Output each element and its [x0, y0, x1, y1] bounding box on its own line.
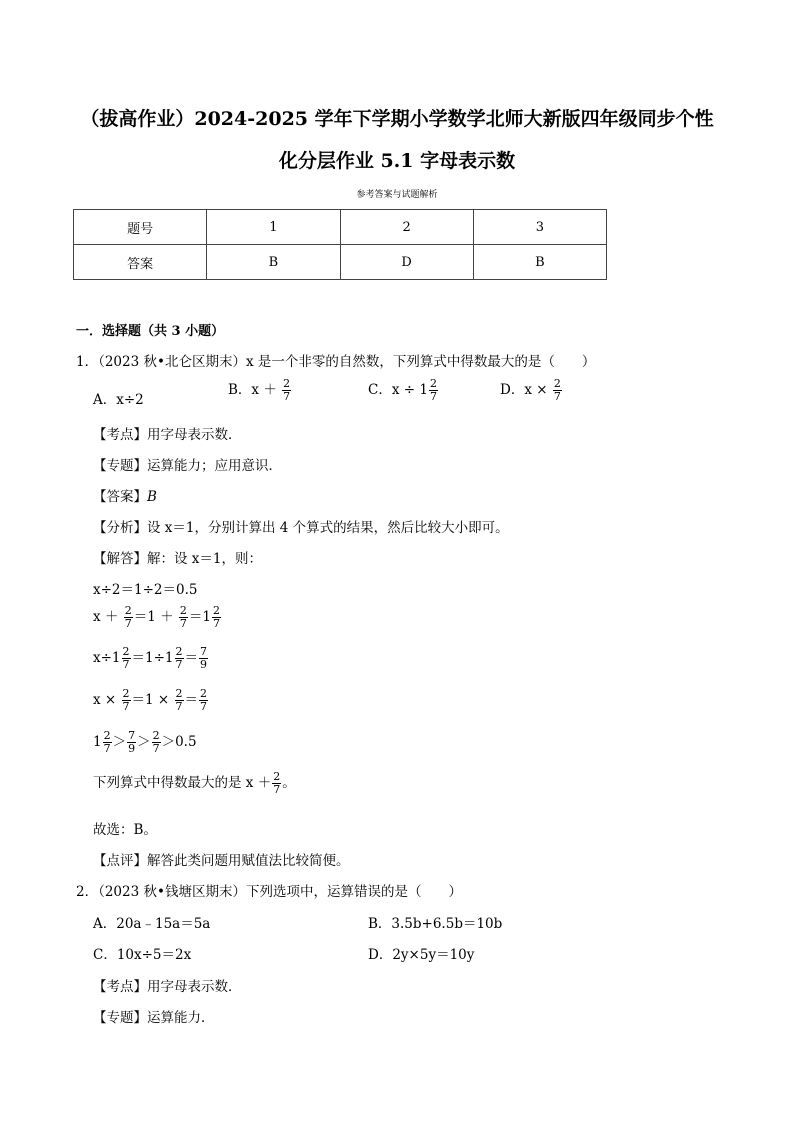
- numerator: 2: [429, 377, 437, 390]
- table-cell: 1: [207, 210, 340, 245]
- title-line-1: （拔高作业）2024-2025 学年下学期小学数学北师大新版四年级同步个性: [80, 108, 714, 130]
- denominator: 7: [283, 390, 291, 403]
- q1-choice: 故选：B。: [93, 822, 157, 838]
- q1-option-c: [368, 378, 439, 403]
- value: 运算能力．: [147, 1010, 215, 1026]
- table-cell: B: [473, 245, 606, 280]
- q1-option-b-prefix: B．x ＋: [228, 382, 277, 398]
- q1-zhuanti: [93, 454, 282, 474]
- table-cell: 题号: [74, 210, 207, 245]
- tag: 【考点】: [93, 427, 147, 443]
- q1-calc-line-3: x÷1 $\frac{2}{7}$ ＝1÷1 $\frac{2}{7}$ ＝ $\frac{7}{9}$: [93, 645, 208, 671]
- q2-option-b: B．3.5b+6.5b＝10b: [368, 916, 503, 932]
- q1-comparison: 1 $\frac{2}{7}$ ＞ $\frac{7}{9}$ ＞ $\frac{2}{7}$ ＞0.5: [93, 729, 197, 755]
- tag: 【考点】: [93, 979, 147, 995]
- tag: 【答案】: [93, 489, 147, 505]
- tag: 【专题】: [93, 1010, 147, 1026]
- fraction: [429, 378, 438, 403]
- value: B: [147, 489, 157, 505]
- value: 设 x＝1，分别计算出 4 个算式的结果，然后比较大小即可。: [147, 520, 509, 536]
- subtitle: 参考答案与试题解析: [356, 190, 438, 200]
- q1-option-a: A．x÷2: [93, 392, 144, 408]
- q1-conclusion: 下列算式中得数最大的是 x ＋ $\frac{2}{7}$ 。: [93, 770, 296, 796]
- q1-daan: [93, 485, 157, 505]
- q1-kaodian: [93, 423, 242, 443]
- q1-option-c-prefix: C．x ÷ 1: [368, 382, 428, 398]
- q1-calc-line-2: x ＋ $\frac{2}{7}$ ＝1 ＋ $\frac{2}{7}$ ＝1 $\frac{2}{7}$: [93, 604, 220, 630]
- q2-zhuanti: [93, 1006, 215, 1026]
- tag: 【点评】: [93, 853, 147, 869]
- tag: 【分析】: [93, 520, 147, 536]
- q1-calc-line-4: x × $\frac{2}{7}$ ＝1 × $\frac{2}{7}$ ＝ $\frac{2}{7}$: [93, 687, 207, 713]
- table-row: [74, 210, 607, 245]
- q1-jieda: [93, 547, 262, 567]
- q2-option-c: C．10x÷5＝2x: [93, 947, 192, 963]
- denominator: 7: [553, 390, 561, 403]
- tag: 【解答】: [93, 551, 147, 567]
- denominator: 7: [429, 390, 437, 403]
- tag: 【专题】: [93, 458, 147, 474]
- section-heading: 一．选择题（共 3 小题）: [76, 324, 225, 339]
- table-row: [74, 245, 607, 280]
- q2-option-a: A．20a﹣15a＝5a: [93, 916, 211, 932]
- q1-stem: 1．（2023 秋•北仑区期末）x 是一个非零的自然数，下列算式中得数最大的是（ ）: [76, 354, 596, 370]
- table-cell: 答案: [74, 245, 207, 280]
- value: 运算能力；应用意识．: [147, 458, 282, 474]
- q1-option-b: [228, 378, 292, 403]
- table-cell: 3: [473, 210, 606, 245]
- q1-dianping: [93, 849, 350, 869]
- q2-stem: 2．（2023 秋•钱塘区期末）下列选项中，运算错误的是（ ）: [76, 884, 462, 900]
- fraction: [282, 378, 291, 403]
- value: 解答此类问题用赋值法比较简便。: [147, 853, 350, 869]
- value: 用字母表示数．: [147, 427, 242, 443]
- q2-option-d: D．2y×5y＝10y: [368, 947, 475, 963]
- numerator: 2: [283, 377, 291, 390]
- numerator: 2: [553, 377, 561, 390]
- q1-option-d: [500, 378, 563, 403]
- q1-fenxi: [93, 516, 509, 536]
- table-cell: D: [340, 245, 473, 280]
- fraction: [553, 378, 562, 403]
- title-line-2: 化分层作业 5.1 字母表示数: [278, 150, 516, 172]
- table-cell: B: [207, 245, 340, 280]
- q1-option-d-prefix: D．x ×: [500, 382, 548, 398]
- q1-calc-line-1: x÷2＝1÷2＝0.5: [93, 582, 198, 598]
- value: 解：设 x＝1，则：: [147, 551, 262, 567]
- table-cell: 2: [340, 210, 473, 245]
- value: 用字母表示数．: [147, 979, 242, 995]
- answer-table: [73, 209, 607, 280]
- q2-kaodian: [93, 975, 242, 995]
